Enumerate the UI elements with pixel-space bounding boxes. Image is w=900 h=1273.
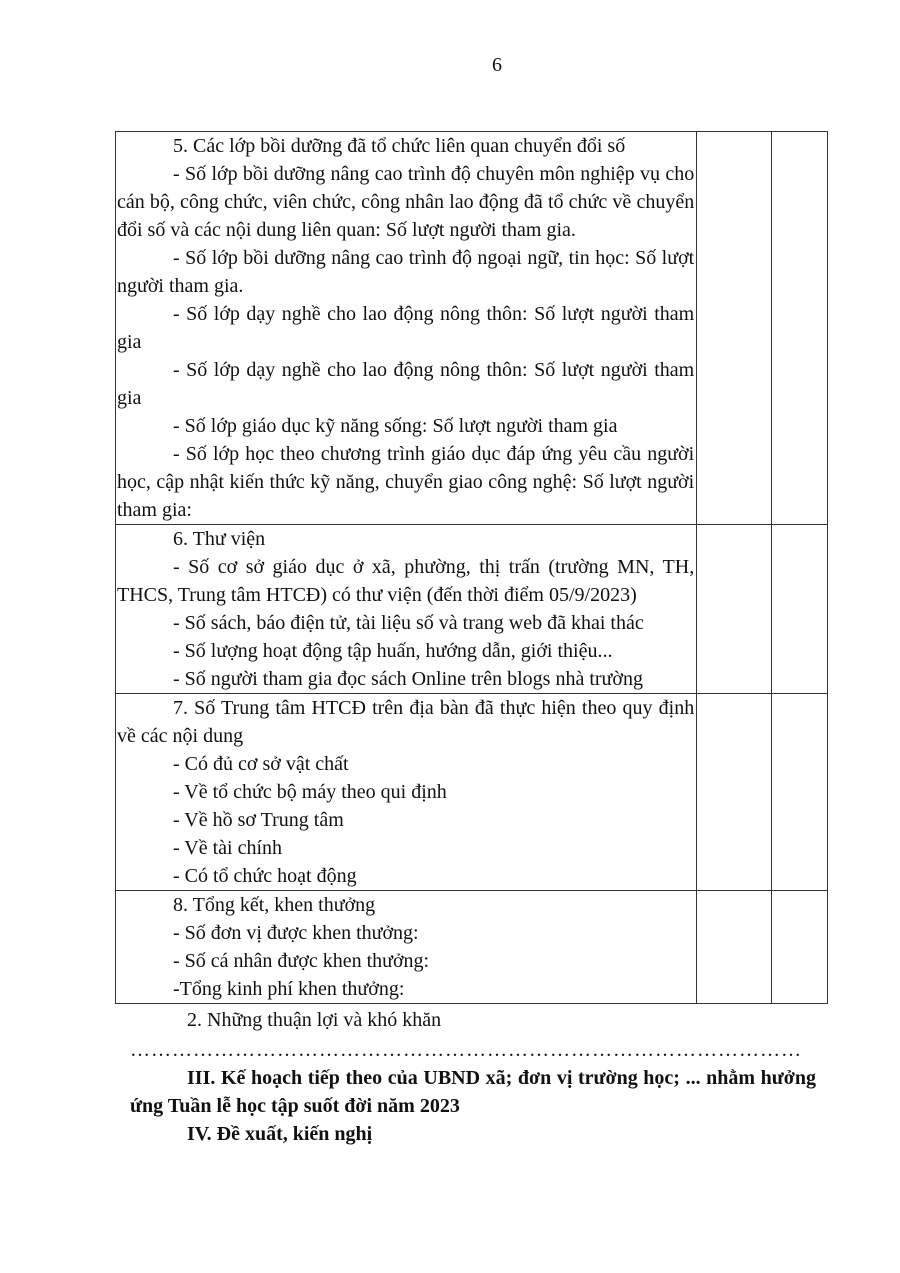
item-line: - Số sách, báo điện tử, tài liệu số và trang web đã khai thác: [173, 612, 644, 634]
content-cell: [116, 132, 697, 525]
item-line: - Số lượng hoạt động tập huấn, hướng dẫn, giới thiệu...: [173, 640, 613, 662]
item-line: - Số lớp dạy nghề cho lao động nông thôn: Số lượt người tham gia: [117, 303, 695, 353]
item-line: - Số cơ sở giáo dục ở xã, phường, thị trấn (trường MN, TH, THCS, Trung tâm HTCĐ) có thư viện (đến thời điểm 05/9/2023): [117, 556, 695, 606]
table-row: [116, 891, 828, 1004]
item-line: -Tổng kinh phí khen thưởng:: [173, 978, 405, 1000]
item-heading: 7. Số Trung tâm HTCĐ trên địa bàn đã thực hiện theo quy định về các nội dung: [117, 697, 695, 747]
table-row: [116, 132, 828, 525]
item-line: - Số lớp giáo dục kỹ năng sống: Số lượt người tham gia: [173, 415, 618, 437]
report-table: [115, 131, 828, 1004]
empty-value-cell: [697, 132, 772, 525]
table-row: [116, 525, 828, 694]
item-line: - Số lớp dạy nghề cho lao động nông thôn: Số lượt người tham gia: [117, 359, 695, 409]
item-line: - Số đơn vị được khen thưởng:: [173, 922, 419, 944]
page-number: 6: [492, 54, 502, 76]
empty-value-cell: [697, 525, 772, 694]
item-line: - Số lớp bồi dưỡng nâng cao trình độ ngoại ngữ, tin học: Số lượt người tham gia.: [117, 247, 695, 297]
section-III-heading: III. Kế hoạch tiếp theo của UBND xã; đơn vị trường học; ... nhằm hưởng ứng Tuần lễ học tập suốt đời năm 2023: [130, 1067, 816, 1117]
item-line: - Về tổ chức bộ máy theo qui định: [173, 781, 447, 803]
item-line: - Số lớp bồi dưỡng nâng cao trình độ chuyên môn nghiệp vụ cho cán bộ, công chức, viên chức, công nhân lao động đã tổ chức về chuyển đổi số và các nội dung liên quan: Số lượt người tham gia.: [117, 163, 695, 241]
item-heading: 6. Thư viện: [173, 528, 266, 550]
empty-value-cell: [772, 891, 828, 1004]
content-cell: [116, 891, 697, 1004]
item-heading: 8. Tổng kết, khen thưởng: [173, 894, 376, 916]
item-line: - Số lớp học theo chương trình giáo dục đáp ứng yêu cầu người học, cập nhật kiến thức kỹ năng, chuyển giao công nghệ: Số lượt người tham gia:: [117, 443, 695, 521]
section-2-heading: 2. Những thuận lợi và khó khăn: [187, 1009, 442, 1031]
item-line: - Số người tham gia đọc sách Online trên blogs nhà trường: [173, 668, 643, 690]
table-row: [116, 694, 828, 891]
content-cell: [116, 694, 697, 891]
item-heading: 5. Các lớp bồi dưỡng đã tổ chức liên quan chuyển đổi số: [173, 135, 626, 157]
section-IV-heading: IV. Đề xuất, kiến nghị: [187, 1123, 373, 1145]
item-line: - Về tài chính: [173, 837, 283, 859]
item-line: - Số cá nhân được khen thưởng:: [173, 950, 430, 972]
item-line: - Có tổ chức hoạt động: [173, 865, 357, 887]
empty-value-cell: [772, 525, 828, 694]
item-line: - Về hồ sơ Trung tâm: [173, 809, 344, 831]
content-cell: [116, 525, 697, 694]
item-line: - Có đủ cơ sở vật chất: [173, 753, 349, 775]
empty-value-cell: [772, 132, 828, 525]
empty-value-cell: [697, 891, 772, 1004]
empty-value-cell: [772, 694, 828, 891]
empty-value-cell: [697, 694, 772, 891]
dotted-fill-line: ……………………………………………………………………………………: [130, 1039, 802, 1061]
